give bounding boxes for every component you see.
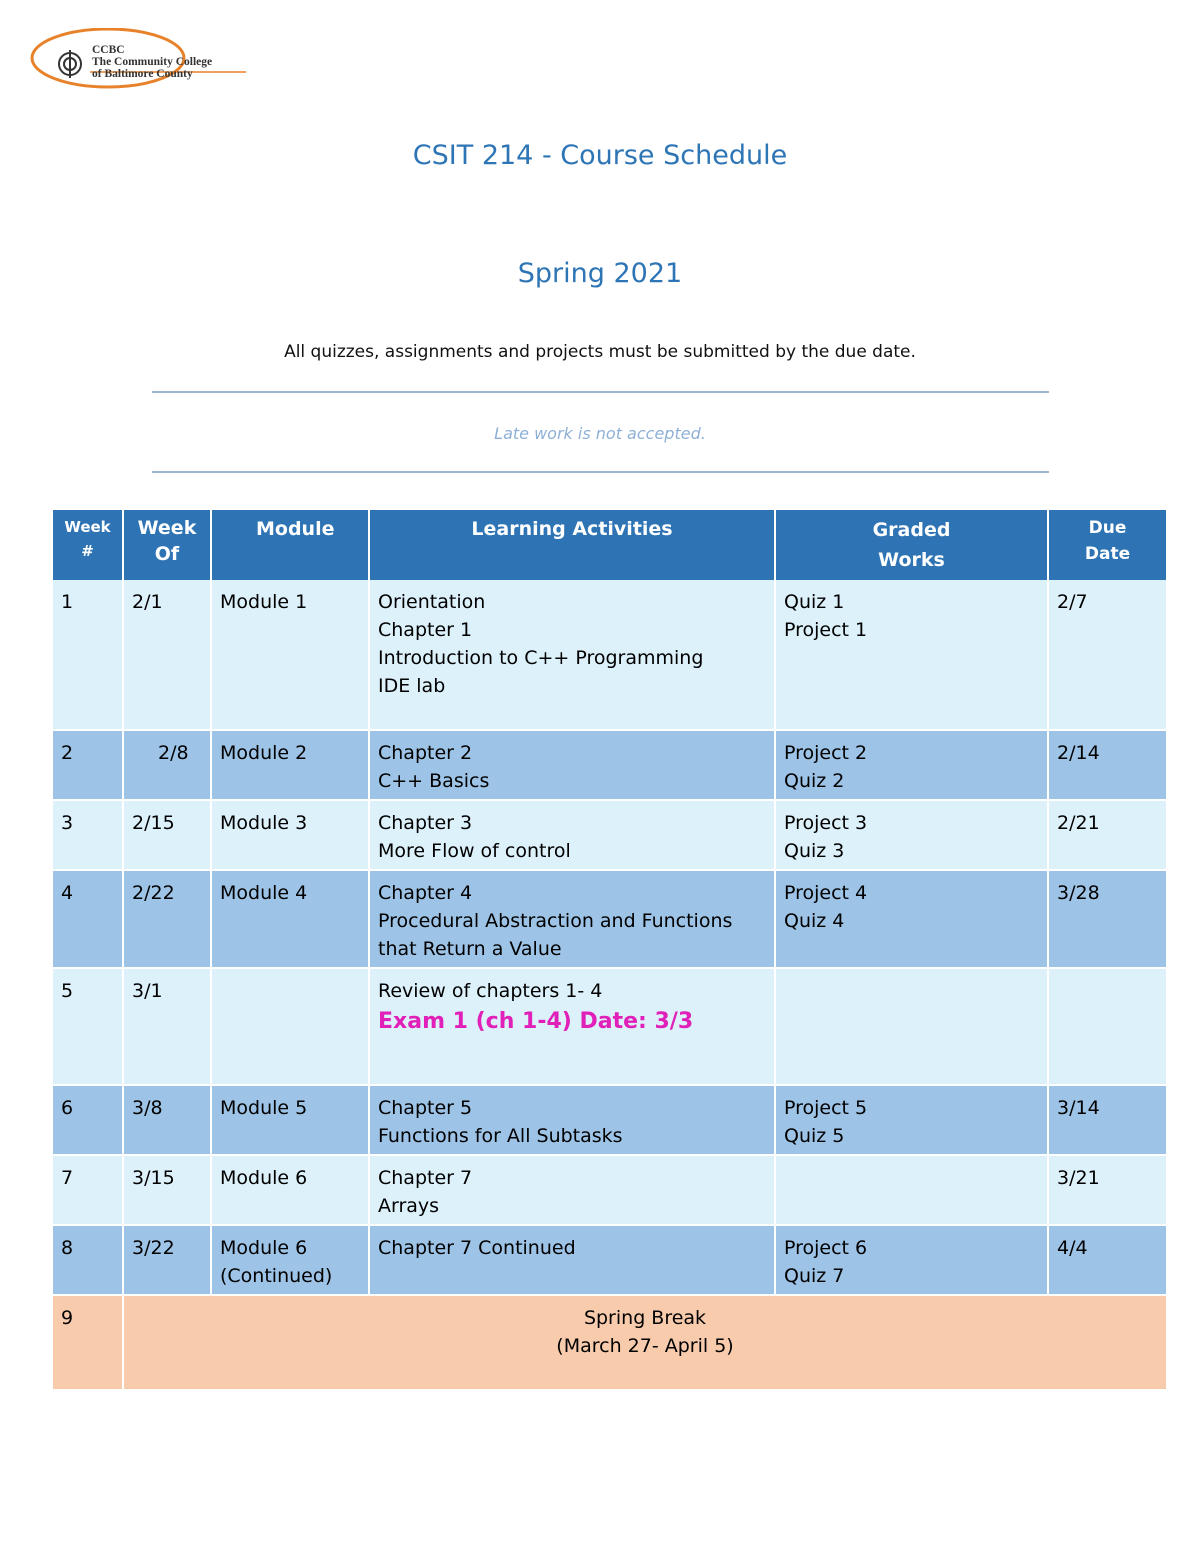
schedule-table [53, 510, 1168, 1391]
submission-notice: All quizzes, assignments and projects must be submitted by the due date. [284, 342, 916, 362]
cell-graded [775, 1155, 1048, 1225]
cell-module: Module 6 (Continued) [211, 1225, 369, 1295]
header-module: Module [211, 510, 369, 580]
cell-due: 3/28 [1048, 870, 1167, 968]
header-graded-works: Graded Works [775, 510, 1048, 580]
cell-due: 2/14 [1048, 730, 1167, 800]
header-week-number: Week # [53, 510, 123, 580]
spring-break-row [53, 1295, 1167, 1390]
cell-due: 3/21 [1048, 1155, 1167, 1225]
table-row [53, 800, 1167, 870]
cell-module: Module 6 [211, 1155, 369, 1225]
cell-week: 1 [53, 580, 123, 730]
page-title: CSIT 214 - Course Schedule [412, 140, 788, 171]
cell-week-of: 2/1 [123, 580, 211, 730]
exam-notice: Exam 1 (ch 1-4) Date: 3/3 [378, 1009, 694, 1034]
cell-week-of: 3/8 [123, 1085, 211, 1155]
cell-graded: Quiz 1 Project 1 [775, 580, 1048, 730]
logo-abbr: CCBC [92, 44, 125, 56]
cell-due: 3/14 [1048, 1085, 1167, 1155]
cell-graded [775, 968, 1048, 1085]
cell-week-of: 3/15 [123, 1155, 211, 1225]
table-row [53, 1155, 1167, 1225]
cell-week: 9 [53, 1295, 123, 1390]
cell-due [1048, 968, 1167, 1085]
table-row [53, 1225, 1167, 1295]
cell-module: Module 2 [211, 730, 369, 800]
cell-due: 4/4 [1048, 1225, 1167, 1295]
cell-week-of: 2/15 [123, 800, 211, 870]
table-row [53, 870, 1167, 968]
cell-activities: Chapter 2 C++ Basics [369, 730, 775, 800]
spring-break-cell: Spring Break (March 27- April 5) [123, 1295, 1167, 1390]
table-row [53, 730, 1167, 800]
college-logo [30, 28, 250, 94]
cell-activities: Orientation Chapter 1 Introduction to C++ Programming IDE lab [369, 580, 775, 730]
cell-graded: Project 5 Quiz 5 [775, 1085, 1048, 1155]
table-row [53, 1085, 1167, 1155]
cell-activities: Chapter 7 Arrays [369, 1155, 775, 1225]
cell-week: 7 [53, 1155, 123, 1225]
cell-module: Module 4 [211, 870, 369, 968]
header-learning-activities: Learning Activities [369, 510, 775, 580]
logo-line-2: of Baltimore County [92, 68, 193, 80]
cell-due: 2/7 [1048, 580, 1167, 730]
cell-module [211, 968, 369, 1085]
cell-module: Module 1 [211, 580, 369, 730]
cell-due: 2/21 [1048, 800, 1167, 870]
cell-week-of: 3/22 [123, 1225, 211, 1295]
cell-activities: Chapter 4 Procedural Abstraction and Functions that Return a Value [369, 870, 775, 968]
cell-activities: Chapter 5 Functions for All Subtasks [369, 1085, 775, 1155]
table-row [53, 580, 1167, 730]
cell-graded: Project 3 Quiz 3 [775, 800, 1048, 870]
cell-week: 4 [53, 870, 123, 968]
cell-activities: Review of chapters 1- 4 Exam 1 (ch 1-4) Date: 3/3 [369, 968, 775, 1085]
cell-graded: Project 4 Quiz 4 [775, 870, 1048, 968]
late-work-note: Late work is not accepted. [494, 424, 706, 443]
cell-activities: Chapter 3 More Flow of control [369, 800, 775, 870]
term-heading: Spring 2021 [517, 258, 683, 289]
cell-graded: Project 6 Quiz 7 [775, 1225, 1048, 1295]
header-row [53, 510, 1167, 580]
cell-graded: Project 2 Quiz 2 [775, 730, 1048, 800]
cell-week: 5 [53, 968, 123, 1085]
table-row [53, 968, 1167, 1085]
cell-week: 3 [53, 800, 123, 870]
cell-week-of: 3/1 [123, 968, 211, 1085]
cell-week-of: 2/8 [123, 730, 211, 800]
logo-line-1: The Community College [92, 56, 213, 68]
divider-top [152, 391, 1049, 393]
cell-week-of: 2/22 [123, 870, 211, 968]
cell-week: 8 [53, 1225, 123, 1295]
cell-module: Module 5 [211, 1085, 369, 1155]
divider-bottom [152, 471, 1049, 473]
cell-module: Module 3 [211, 800, 369, 870]
header-week-of: Week Of [123, 510, 211, 580]
cell-activities: Chapter 7 Continued [369, 1225, 775, 1295]
cell-week: 2 [53, 730, 123, 800]
header-due-date: Due Date [1048, 510, 1167, 580]
cell-week: 6 [53, 1085, 123, 1155]
logo-text [92, 44, 212, 80]
